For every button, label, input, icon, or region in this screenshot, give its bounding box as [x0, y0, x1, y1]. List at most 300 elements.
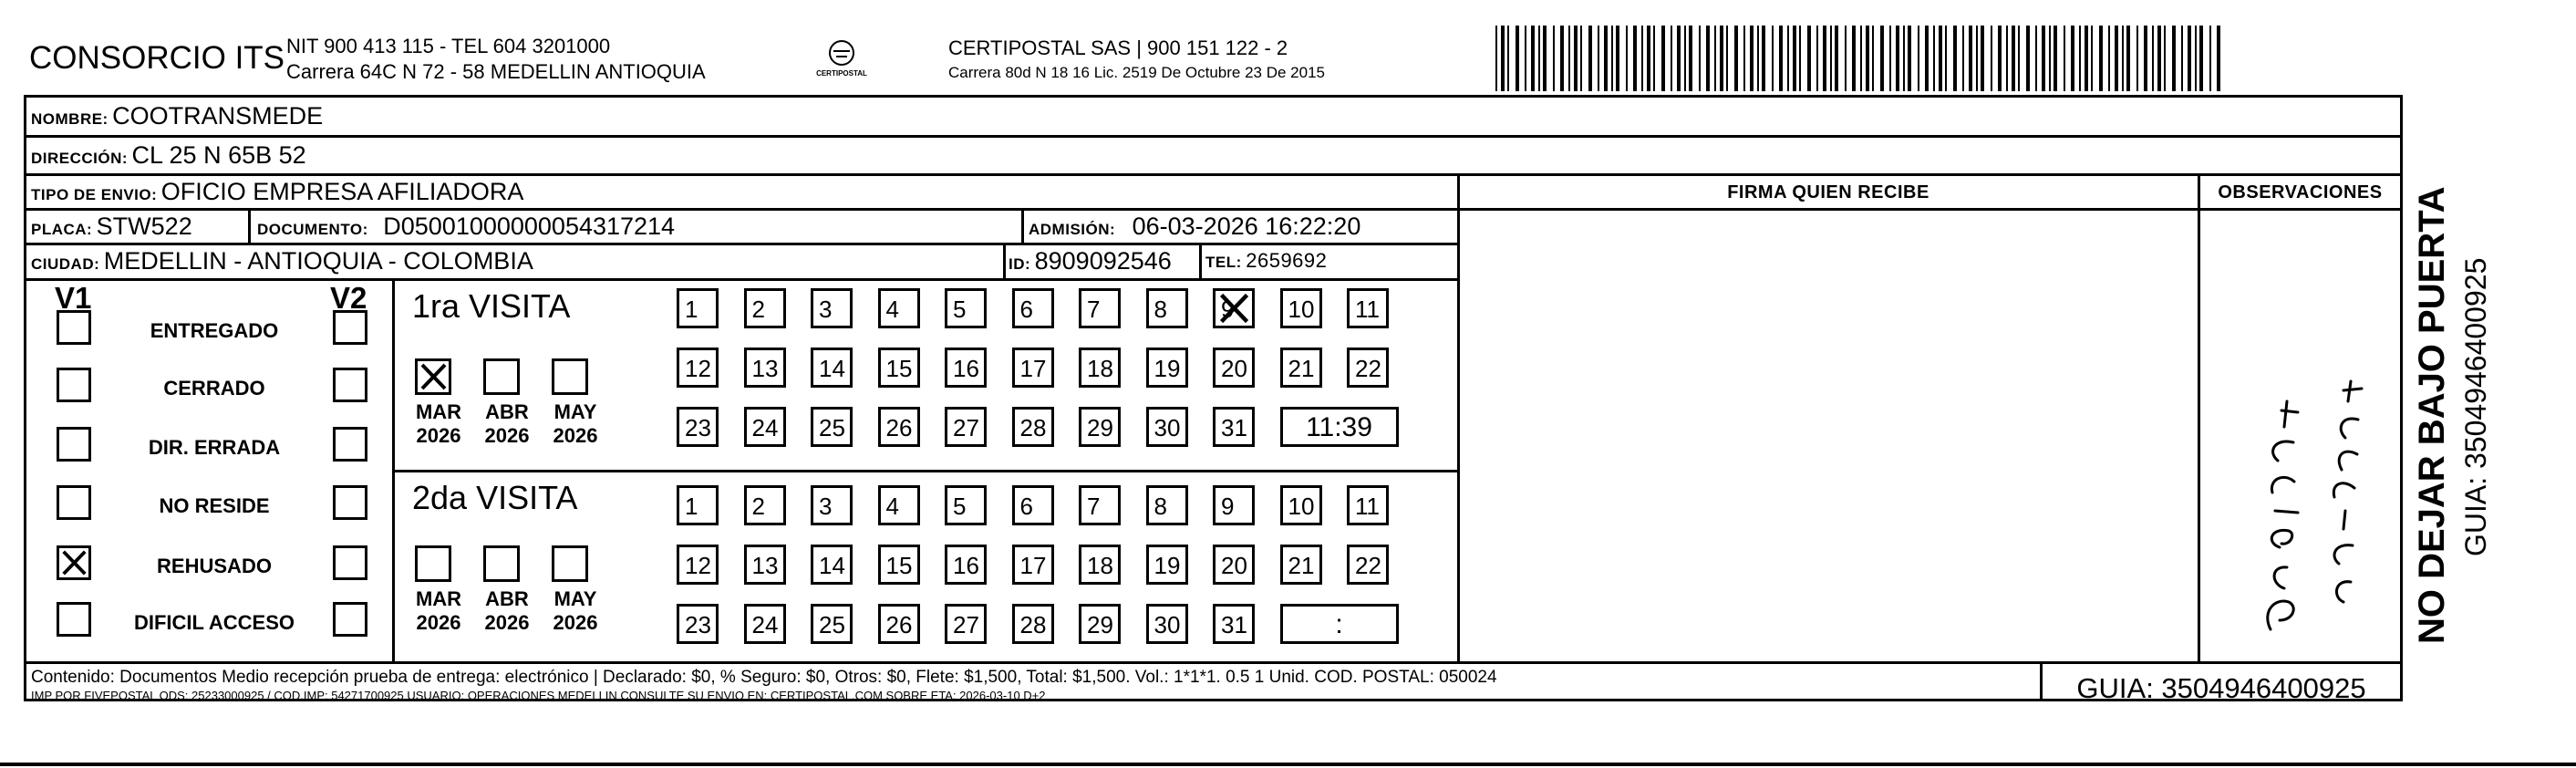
visita2-day-box[interactable]	[1213, 485, 1255, 525]
visita2-day-box[interactable]	[677, 545, 719, 585]
visita1-day-number: 16	[953, 355, 979, 382]
tel-label: TEL:	[1205, 254, 1242, 271]
barcode-bar	[1880, 26, 1884, 91]
status-option-label: CERRADO	[163, 377, 265, 400]
visita2-month-checkbox[interactable]	[483, 545, 520, 582]
barcode-bar	[1626, 26, 1628, 91]
barcode-bar	[1908, 26, 1911, 91]
barcode-bar	[2136, 26, 2138, 91]
visita1-day-number: 14	[819, 355, 845, 382]
visita1-day-box[interactable]	[744, 348, 786, 388]
barcode-bar	[2217, 26, 2220, 91]
barcode-bar	[1816, 26, 1818, 91]
barcode-bar	[1823, 26, 1826, 91]
barcode-bar	[1538, 26, 1540, 91]
certipostal-info: CERTIPOSTAL SAS | 900 151 122 - 2	[948, 36, 1288, 59]
admision-label: ADMISIÓN:	[1029, 221, 1116, 238]
visita2-day-box[interactable]	[1079, 545, 1121, 585]
barcode-bar	[2042, 26, 2045, 91]
barcode-bar	[2079, 26, 2081, 91]
visita1-day-box[interactable]	[945, 407, 987, 447]
visita1-day-number: 18	[1087, 355, 1113, 382]
visita1-month-checkbox[interactable]	[483, 358, 520, 395]
visita2-day-number: 30	[1154, 611, 1181, 638]
visita1-day-box[interactable]	[878, 348, 920, 388]
barcode-bar	[1962, 26, 1964, 91]
status-option-label: DIFICIL ACCESO	[133, 611, 295, 634]
status-option-label: ENTREGADO	[150, 319, 279, 342]
barcode-bar	[1762, 26, 1765, 91]
visita1-day-number: 24	[751, 414, 779, 441]
visita2-day-number: 29	[1087, 611, 1113, 638]
visita2-day-number: 12	[685, 552, 711, 579]
visita2-title: 2da VISITA	[412, 479, 578, 516]
nombre-value: COOTRANSMEDE	[112, 102, 324, 130]
barcode-bar	[2152, 26, 2154, 91]
v1-checkbox[interactable]	[57, 427, 91, 462]
v2-checkbox[interactable]	[333, 485, 367, 520]
visita1-day-number: 27	[953, 414, 979, 441]
visita1-day-box[interactable]	[677, 407, 719, 447]
barcode-bar	[2181, 26, 2183, 91]
visita1-day-number: 2	[751, 296, 765, 323]
barcode-bar	[2188, 26, 2191, 91]
barcode-bar	[2026, 26, 2030, 91]
visita2-day-box[interactable]	[744, 604, 786, 644]
visita2-day-number: 22	[1355, 552, 1381, 579]
tel-value: 2659692	[1246, 249, 1328, 272]
v2-checkbox[interactable]	[333, 368, 367, 402]
nombre-label: NOMBRE:	[31, 110, 109, 128]
tipo-value: OFICIO EMPRESA AFILIADORA	[160, 178, 524, 205]
barcode-bar	[1726, 26, 1728, 91]
visita2-day-number: 15	[885, 552, 913, 579]
visita1-day-box[interactable]	[945, 348, 987, 388]
visita1-day-number: 3	[819, 296, 833, 323]
visita1-day-box[interactable]	[1146, 348, 1188, 388]
visita1-day-number: 17	[1019, 355, 1047, 382]
barcode-bar	[1852, 26, 1856, 91]
visita1-day-number: 11	[1355, 296, 1380, 323]
direccion-label: DIRECCIÓN:	[31, 150, 129, 167]
barcode-bar	[1830, 26, 1832, 91]
visita1-day-number: 6	[1019, 296, 1033, 323]
visita1-day-box[interactable]	[811, 348, 853, 388]
direccion-value: CL 25 N 65B 52	[131, 141, 306, 169]
barcode-bar	[1750, 26, 1754, 91]
visita2-month-label: ABR	[485, 587, 529, 610]
visita1-day-box[interactable]	[1012, 407, 1054, 447]
visita2-day-box[interactable]	[1012, 485, 1054, 525]
barcode-bar	[1835, 26, 1838, 91]
visita1-month-label: MAR	[415, 400, 462, 423]
barcode-bar	[1976, 26, 1978, 91]
visita2-day-box[interactable]	[677, 485, 719, 525]
visita2-day-box[interactable]	[1012, 604, 1054, 644]
barcode-bar	[1866, 26, 1869, 91]
visita2-day-number: 16	[953, 552, 979, 579]
visita2-day-box[interactable]	[1079, 485, 1121, 525]
visita2-month-label: MAR	[415, 587, 462, 610]
barcode-bar	[2018, 26, 2020, 91]
visita2-day-number: 6	[1019, 493, 1033, 520]
status-option-label: REHUSADO	[157, 555, 272, 577]
visita1-day-box[interactable]	[811, 407, 853, 447]
barcode-bar	[1641, 26, 1643, 91]
visita2-day-box[interactable]	[744, 545, 786, 585]
barcode-bar	[1889, 26, 1891, 91]
barcode-bar	[1516, 26, 1519, 91]
visita1-day-box[interactable]	[1079, 288, 1121, 328]
visita1-day-box[interactable]	[1280, 348, 1322, 388]
v2-checkbox[interactable]	[333, 545, 367, 580]
visita1-day-number: 5	[953, 296, 967, 323]
visita2-day-number: 3	[819, 493, 833, 520]
status-option-label: NO RESIDE	[159, 494, 270, 517]
barcode-bar	[1507, 26, 1509, 91]
v2-label: V2	[330, 281, 367, 315]
barcode-bar	[1933, 26, 1935, 91]
visita2-day-number: 23	[685, 611, 711, 638]
barcode-bar	[2006, 26, 2008, 91]
barcode-bar	[1706, 26, 1710, 91]
barcode-bar	[2108, 26, 2110, 91]
visita2-day-number: 9	[1221, 493, 1235, 520]
visita2-day-number: 28	[1019, 611, 1047, 638]
admision-value: 06-03-2026 16:22:20	[1132, 213, 1361, 240]
observaciones-handwriting	[2207, 274, 2389, 657]
visita2-day-number: 4	[885, 493, 899, 520]
visita2-day-number: 20	[1221, 552, 1247, 579]
barcode-bar	[1531, 26, 1535, 91]
footer-guia: GUIA: 3504946400925	[2076, 672, 2366, 704]
visita1-day-box[interactable]	[1079, 348, 1121, 388]
visita2-day-number: 7	[1087, 493, 1101, 520]
barcode-bar	[2126, 26, 2130, 91]
barcode-bar	[2099, 26, 2103, 91]
visita1-day-box[interactable]	[1347, 348, 1389, 388]
side-guia: GUIA: 3504946400925	[2459, 257, 2492, 556]
visita2-day-number: 5	[953, 493, 967, 520]
visita1-day-box[interactable]	[1079, 407, 1121, 447]
visita1-day-number: 29	[1087, 414, 1113, 441]
barcode-bar	[1525, 26, 1526, 91]
barcode-bar	[2049, 26, 2051, 91]
barcode-bar	[1714, 26, 1716, 91]
visita1-day-box[interactable]	[878, 407, 920, 447]
visita2-day-box[interactable]	[1079, 604, 1121, 644]
visita2-day-number: 18	[1087, 552, 1113, 579]
visita1-time-box[interactable]: 11:39	[1280, 407, 1399, 447]
visita2-day-number: 26	[885, 611, 913, 638]
barcode-bar	[1896, 26, 1899, 91]
visita1-title: 1ra VISITA	[412, 287, 571, 325]
visita2-day-number: 11	[1355, 493, 1380, 520]
barcode-bar	[1918, 26, 1919, 91]
visita1-month-label: MAY	[553, 400, 597, 423]
barcode-bar	[2091, 26, 2093, 91]
barcode-bar	[2122, 26, 2124, 91]
barcode-bar	[2164, 26, 2166, 91]
footer-contenido: Contenido: Documentos Medio recepción prueba de entrega: electrónico | Declarado: $0, % Seguro: $0, Otros: $0, Flete: $1,500, Total: $1,500. Vol.: 1*1*1. 0.5 1 Unid. COD. POSTAL: 050024	[31, 668, 1497, 687]
visita2-day-number: 13	[751, 552, 779, 579]
visita1-day-box[interactable]	[1213, 348, 1255, 388]
visita2-day-box[interactable]	[945, 545, 987, 585]
visita1-day-number: 21	[1288, 355, 1315, 382]
barcode	[1495, 26, 2225, 91]
observaciones-label: OBSERVACIONES	[2218, 182, 2383, 202]
visita1-day-number: 31	[1221, 414, 1247, 441]
v1-checkbox[interactable]	[57, 485, 91, 520]
barcode-bar	[1684, 26, 1686, 91]
certipostal-license: Carrera 80d N 18 16 Lic. 2519 De Octubre 23 De 2015	[948, 64, 1325, 81]
visita2-day-box[interactable]	[811, 485, 853, 525]
barcode-bar	[2035, 26, 2037, 91]
visita2-day-number: 25	[819, 611, 845, 638]
barcode-bar	[1799, 26, 1801, 91]
v1-checkbox[interactable]	[57, 602, 91, 637]
visita2-day-box[interactable]	[1213, 604, 1255, 644]
v1-checkbox[interactable]	[57, 545, 91, 580]
barcode-bar	[1598, 26, 1599, 91]
visita2-day-box[interactable]	[811, 604, 853, 644]
id-value: 8909092546	[1034, 247, 1172, 275]
documento-value: D05001000000054317214	[383, 213, 676, 240]
visita2-day-box[interactable]	[1146, 604, 1188, 644]
barcode-bar	[1653, 26, 1655, 91]
visita1-day-number: 19	[1154, 355, 1181, 382]
visita1-day-number: 8	[1154, 296, 1167, 323]
barcode-bar	[1720, 26, 1723, 91]
certipostal-logo	[814, 33, 869, 88]
ciudad-label: CIUDAD:	[31, 255, 100, 273]
status-option-label: DIR. ERRADA	[148, 436, 281, 459]
visita1-month-label: ABR	[485, 400, 529, 423]
barcode-bar	[1757, 26, 1759, 91]
visita1-day-box[interactable]	[677, 288, 719, 328]
barcode-bar	[1969, 26, 1972, 91]
id-label: ID:	[1009, 255, 1031, 273]
visita1-day-box[interactable]	[1012, 348, 1054, 388]
v2-checkbox[interactable]	[333, 310, 367, 345]
v2-checkbox[interactable]	[333, 427, 367, 462]
barcode-bar	[1647, 26, 1650, 91]
visita1-month-checkbox[interactable]	[552, 358, 588, 395]
visita2-year-label: 2026	[553, 611, 598, 634]
visita1-day-number: 28	[1019, 414, 1047, 441]
visita2-day-box[interactable]	[677, 604, 719, 644]
footer-imp: IMP POR FIVEPOSTAL ODS: 25233000925 / COD.IMP: 54271700925 USUARIO: OPERACIONES MEDELLIN CONSULTE SU ENVIO EN: CERTIPOSTAL.COM SOBRE ETA: 2026-03-10 D+2	[31, 689, 1046, 702]
visita2-day-box[interactable]	[811, 545, 853, 585]
visita1-day-number: 10	[1288, 296, 1315, 323]
visita2-day-number: 8	[1154, 493, 1167, 520]
barcode-bar	[2071, 26, 2074, 91]
certipostal-logo-text: CERTIPOSTAL	[816, 69, 867, 78]
visita1-day-number: 1	[685, 296, 698, 323]
visita2-day-box[interactable]	[878, 545, 920, 585]
barcode-bar	[1945, 26, 1947, 91]
visita1-day-box[interactable]	[1012, 288, 1054, 328]
barcode-bar	[1689, 26, 1692, 91]
placa-value: STW522	[96, 213, 192, 240]
barcode-bar	[1677, 26, 1681, 91]
visita1-day-number: 20	[1221, 355, 1247, 382]
visita1-day-box[interactable]	[1146, 288, 1188, 328]
visita1-day-box[interactable]	[1213, 288, 1255, 328]
barcode-bar	[1633, 26, 1637, 91]
barcode-bar	[1588, 26, 1592, 91]
visita2-day-box[interactable]	[1347, 545, 1389, 585]
visita2-month-checkbox[interactable]	[552, 545, 588, 582]
barcode-bar	[2012, 26, 2015, 91]
visita2-day-box[interactable]	[945, 604, 987, 644]
barcode-bar	[1743, 26, 1745, 91]
barcode-bar	[1872, 26, 1874, 91]
visita2-day-box[interactable]	[1146, 545, 1188, 585]
visita1-day-box[interactable]	[1347, 288, 1389, 328]
barcode-bar	[1661, 26, 1665, 91]
visita1-day-box[interactable]	[878, 288, 920, 328]
visita1-day-number: 15	[885, 355, 913, 382]
company-nit: NIT 900 413 115 - TEL 604 3201000	[286, 35, 611, 57]
visita1-day-number: 9	[1221, 296, 1235, 323]
barcode-bar	[1671, 26, 1672, 91]
barcode-bar	[2195, 26, 2197, 91]
barcode-bar	[2157, 26, 2161, 91]
barcode-bar	[2172, 26, 2176, 91]
barcode-bar	[1779, 26, 1783, 91]
barcode-bar	[1495, 26, 1497, 91]
visita2-day-number: 2	[751, 493, 765, 520]
side-warning: NO DEJAR BAJO PUERTA	[2412, 186, 2452, 644]
visita1-day-box[interactable]	[945, 288, 987, 328]
barcode-bar	[1981, 26, 1984, 91]
barcode-bar	[1787, 26, 1789, 91]
visita1-day-number: 30	[1154, 414, 1181, 441]
visita1-day-number: 12	[685, 355, 711, 382]
visita1-day-box[interactable]	[744, 407, 786, 447]
visita2-day-box[interactable]	[878, 604, 920, 644]
visita2-day-box[interactable]	[744, 485, 786, 525]
barcode-bar	[1925, 26, 1929, 91]
visita2-day-box[interactable]	[1146, 485, 1188, 525]
visita2-day-number: 27	[953, 611, 979, 638]
visita1-day-number: 25	[819, 414, 845, 441]
barcode-bar	[1734, 26, 1738, 91]
visita2-day-number: 31	[1221, 611, 1247, 638]
visita2-day-box[interactable]	[1280, 485, 1322, 525]
visita2-day-box[interactable]	[878, 485, 920, 525]
barcode-bar	[1860, 26, 1862, 91]
visita1-day-box[interactable]	[744, 288, 786, 328]
visita2-year-label: 2026	[416, 611, 461, 634]
barcode-bar	[1604, 26, 1608, 91]
barcode-bar	[1991, 26, 1992, 91]
v1-checkbox[interactable]	[57, 310, 91, 345]
visita1-day-number: 26	[885, 414, 913, 441]
barcode-bar	[2115, 26, 2118, 91]
visita2-day-number: 19	[1154, 552, 1181, 579]
company-name: CONSORCIO ITS	[29, 40, 285, 76]
barcode-bar	[1611, 26, 1613, 91]
visita1-year-label: 2026	[553, 424, 598, 447]
visita2-day-number: 14	[819, 552, 845, 579]
barcode-bar	[2199, 26, 2203, 91]
v1-checkbox[interactable]	[57, 368, 91, 402]
v1-label: V1	[55, 281, 92, 315]
visita1-month-checkbox[interactable]	[415, 358, 451, 395]
placa-label: PLACA:	[31, 221, 93, 238]
barcode-bar	[1501, 26, 1505, 91]
documento-label: DOCUMENTO:	[257, 221, 368, 238]
visita1-day-number: 13	[751, 355, 779, 382]
barcode-bar	[1772, 26, 1774, 91]
barcode-bar	[2054, 26, 2057, 91]
visita2-day-box[interactable]	[1347, 485, 1389, 525]
barcode-bar	[1699, 26, 1701, 91]
visita2-time-box[interactable]: :	[1280, 604, 1399, 644]
visita2-month-label: MAY	[553, 587, 597, 610]
barcode-bar	[2209, 26, 2211, 91]
barcode-bar	[1953, 26, 1957, 91]
visita1-year-label: 2026	[484, 424, 530, 447]
barcode-bar	[1845, 26, 1847, 91]
firma-label: FIRMA QUIEN RECIBE	[1727, 182, 1929, 202]
barcode-bar	[1553, 26, 1555, 91]
visita2-day-box[interactable]	[1213, 545, 1255, 585]
tipo-label: TIPO DE ENVIO:	[31, 186, 158, 203]
visita2-month-checkbox[interactable]	[415, 545, 451, 582]
barcode-bar	[1580, 26, 1582, 91]
visita2-day-box[interactable]	[1280, 545, 1322, 585]
visita2-year-label: 2026	[484, 611, 530, 634]
visita2-day-number: 24	[751, 611, 779, 638]
visita1-day-number: 7	[1087, 296, 1101, 323]
barcode-bar	[1616, 26, 1619, 91]
visita2-day-number: 21	[1288, 552, 1315, 579]
barcode-bar	[2144, 26, 2147, 91]
barcode-bar	[1998, 26, 2002, 91]
visita1-day-box[interactable]	[1280, 288, 1322, 328]
visita1-year-label: 2026	[416, 424, 461, 447]
barcode-bar	[1568, 26, 1570, 91]
barcode-bar	[1807, 26, 1811, 91]
visita2-day-number: 10	[1288, 493, 1315, 520]
visita2-day-number: 17	[1019, 552, 1047, 579]
company-address: Carrera 64C N 72 - 58 MEDELLIN ANTIOQUIA	[286, 60, 706, 83]
barcode-bar	[1793, 26, 1796, 91]
ciudad-value: MEDELLIN - ANTIOQUIA - COLOMBIA	[103, 247, 533, 275]
visita1-day-number: 23	[685, 414, 711, 441]
barcode-bar	[1903, 26, 1905, 91]
visita1-day-number: 4	[885, 296, 899, 323]
visita1-day-box[interactable]	[1213, 407, 1255, 447]
barcode-bar	[1543, 26, 1547, 91]
barcode-bar	[1560, 26, 1564, 91]
visita2-day-box[interactable]	[945, 485, 987, 525]
visita1-day-box[interactable]	[1146, 407, 1188, 447]
v2-checkbox[interactable]	[333, 602, 367, 637]
visita1-day-box[interactable]	[677, 348, 719, 388]
visita2-day-box[interactable]	[1012, 545, 1054, 585]
barcode-bar	[1939, 26, 1942, 91]
visita2-day-number: 1	[685, 493, 698, 520]
barcode-bar	[1574, 26, 1578, 91]
visita1-day-number: 22	[1355, 355, 1381, 382]
barcode-bar	[2085, 26, 2088, 91]
visita1-day-box[interactable]	[811, 288, 853, 328]
barcode-bar	[2064, 26, 2065, 91]
